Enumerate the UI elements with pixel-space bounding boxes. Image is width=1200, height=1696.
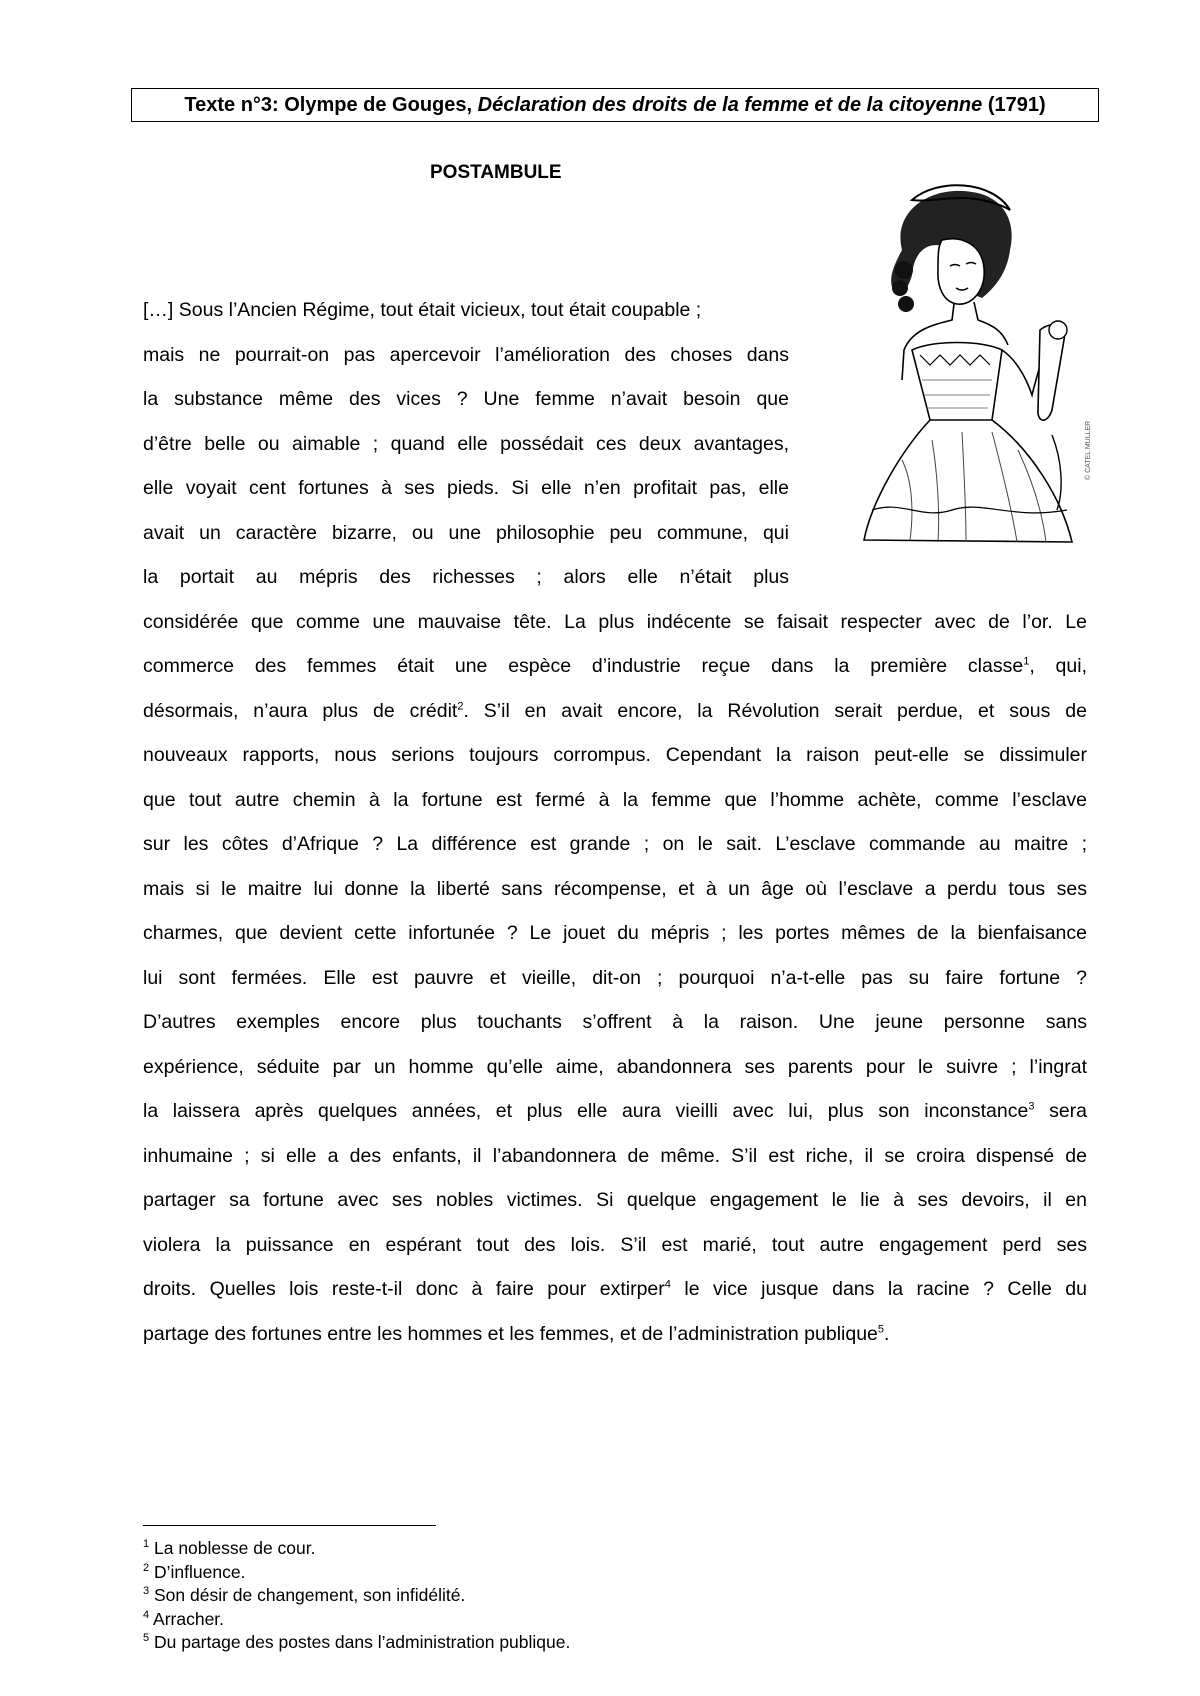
postambule-text bbox=[143, 288, 1087, 1356]
text-line: la substance même des vices ? Une femme n’avait besoin que bbox=[143, 388, 789, 410]
text-line: nouveaux rapports, nous serions toujours corrompus. Cependant la raison peut-elle se dissimuler bbox=[143, 744, 1087, 766]
text-line: avait un caractère bizarre, ou une philosophie peu commune, qui bbox=[143, 521, 789, 544]
footnote: $^3$ Son désir de changement, son infidélité. bbox=[143, 1585, 466, 1605]
footnote: $^1$ La noblesse de cour. bbox=[143, 1538, 316, 1558]
text-line: lui sont fermées. Elle est pauvre et vieille, dit-on ; pourquoi n’a-t-elle pas su faire fortune ? bbox=[143, 966, 1087, 989]
title-italic: Déclaration des droits de la femme et de la citoyenne bbox=[477, 93, 983, 116]
text-line: d’être belle ou aimable ; quand elle possédait ces deux avantages, bbox=[143, 432, 789, 455]
text-line: que tout autre chemin à la fortune est fermé à la femme que l’homme achète, comme l’esclave bbox=[143, 788, 1087, 811]
text-line: partage des fortunes entre les hommes et les femmes, et de l’administration publique$^5$. bbox=[143, 1322, 890, 1345]
footnote-ref: 1 bbox=[1023, 655, 1030, 668]
footnote-ref: 3 bbox=[1028, 1100, 1035, 1113]
text-line: violera la puissance en espérant tout des lois. S’il est marié, tout autre engagement perd ses bbox=[143, 1233, 1087, 1256]
title-suffix: (1791) bbox=[987, 93, 1046, 116]
text-line: la portait au mépris des richesses ; alors elle n’était plus bbox=[143, 566, 789, 588]
text-line: elle voyait cent fortunes à ses pieds. Si elle n’en profitait pas, elle bbox=[143, 477, 789, 499]
text-line: commerce des femmes était une espèce d’industrie reçue dans la première classe$^1$, qui, bbox=[143, 655, 1087, 677]
footnotes bbox=[143, 1537, 570, 1655]
text-line: mais si le maitre lui donne la liberté sans récompense, et à un âge où l’esclave a perdu tous ses bbox=[143, 877, 1087, 900]
footnote-ref: 5 bbox=[877, 1323, 885, 1335]
illustration-signature: © CATEL MULLER bbox=[1085, 420, 1092, 480]
text-line: sur les côtes d’Afrique ? La différence est grande ; on le sait. L’esclave commande au maitre ; bbox=[143, 833, 1087, 855]
text-line: mais ne pourrait-on pas apercevoir l’amélioration des choses dans bbox=[143, 343, 789, 366]
text-line: charmes, que devient cette infortunée ? Le jouet du mépris ; les portes mêmes de la bienfaisance bbox=[143, 922, 1087, 944]
text-line: […] Sous l’Ancien Régime, tout était vicieux, tout était coupable ; bbox=[143, 299, 702, 321]
title-prefix: Texte n°3: Olympe de Gouges, bbox=[184, 93, 473, 116]
text-line: désormais, n’aura plus de crédit$^2$. S’il en avait encore, la Révolution serait perdue, et sous de bbox=[143, 699, 1087, 722]
text-line: D’autres exemples encore plus touchants s’offrent à la raison. Une jeune personne sans bbox=[143, 1011, 1087, 1033]
text-line: expérience, séduite par un homme qu’elle aime, abandonnera ses parents pour le suivre ; l’ingrat bbox=[143, 1055, 1087, 1078]
text-line: partager sa fortune avec ses nobles victimes. Si quelque engagement le lie à ses devoirs, il en bbox=[143, 1189, 1087, 1211]
text-line: considérée que comme une mauvaise tête. La plus indécente se faisait respecter avec de l’or. Le bbox=[143, 610, 1087, 633]
text-line: inhumaine ; si elle a des enfants, il l’abandonnera de même. S’il est riche, il se croira dispensé de bbox=[143, 1144, 1087, 1167]
footnote: $^2$ D’influence. bbox=[143, 1561, 246, 1582]
footnote-ref: 4 bbox=[664, 1278, 671, 1291]
footnote: $^4$ Arracher. bbox=[143, 1608, 225, 1629]
footnote-separator bbox=[143, 1525, 436, 1526]
text-line: la laissera après quelques années, et plus elle aura vieilli avec lui, plus son inconstance$^3$ sera bbox=[143, 1100, 1087, 1122]
footnote-ref: 2 bbox=[457, 700, 464, 712]
text-line: droits. Quelles lois reste-t-il donc à faire pour extirper$^4$ le vice jusque dans la racine ? Celle du bbox=[143, 1278, 1087, 1300]
section-heading: POSTAMBULE bbox=[430, 162, 562, 183]
document-title bbox=[131, 88, 1099, 122]
footnote: $^5$ Du partage des postes dans l’administration publique. bbox=[143, 1632, 571, 1652]
